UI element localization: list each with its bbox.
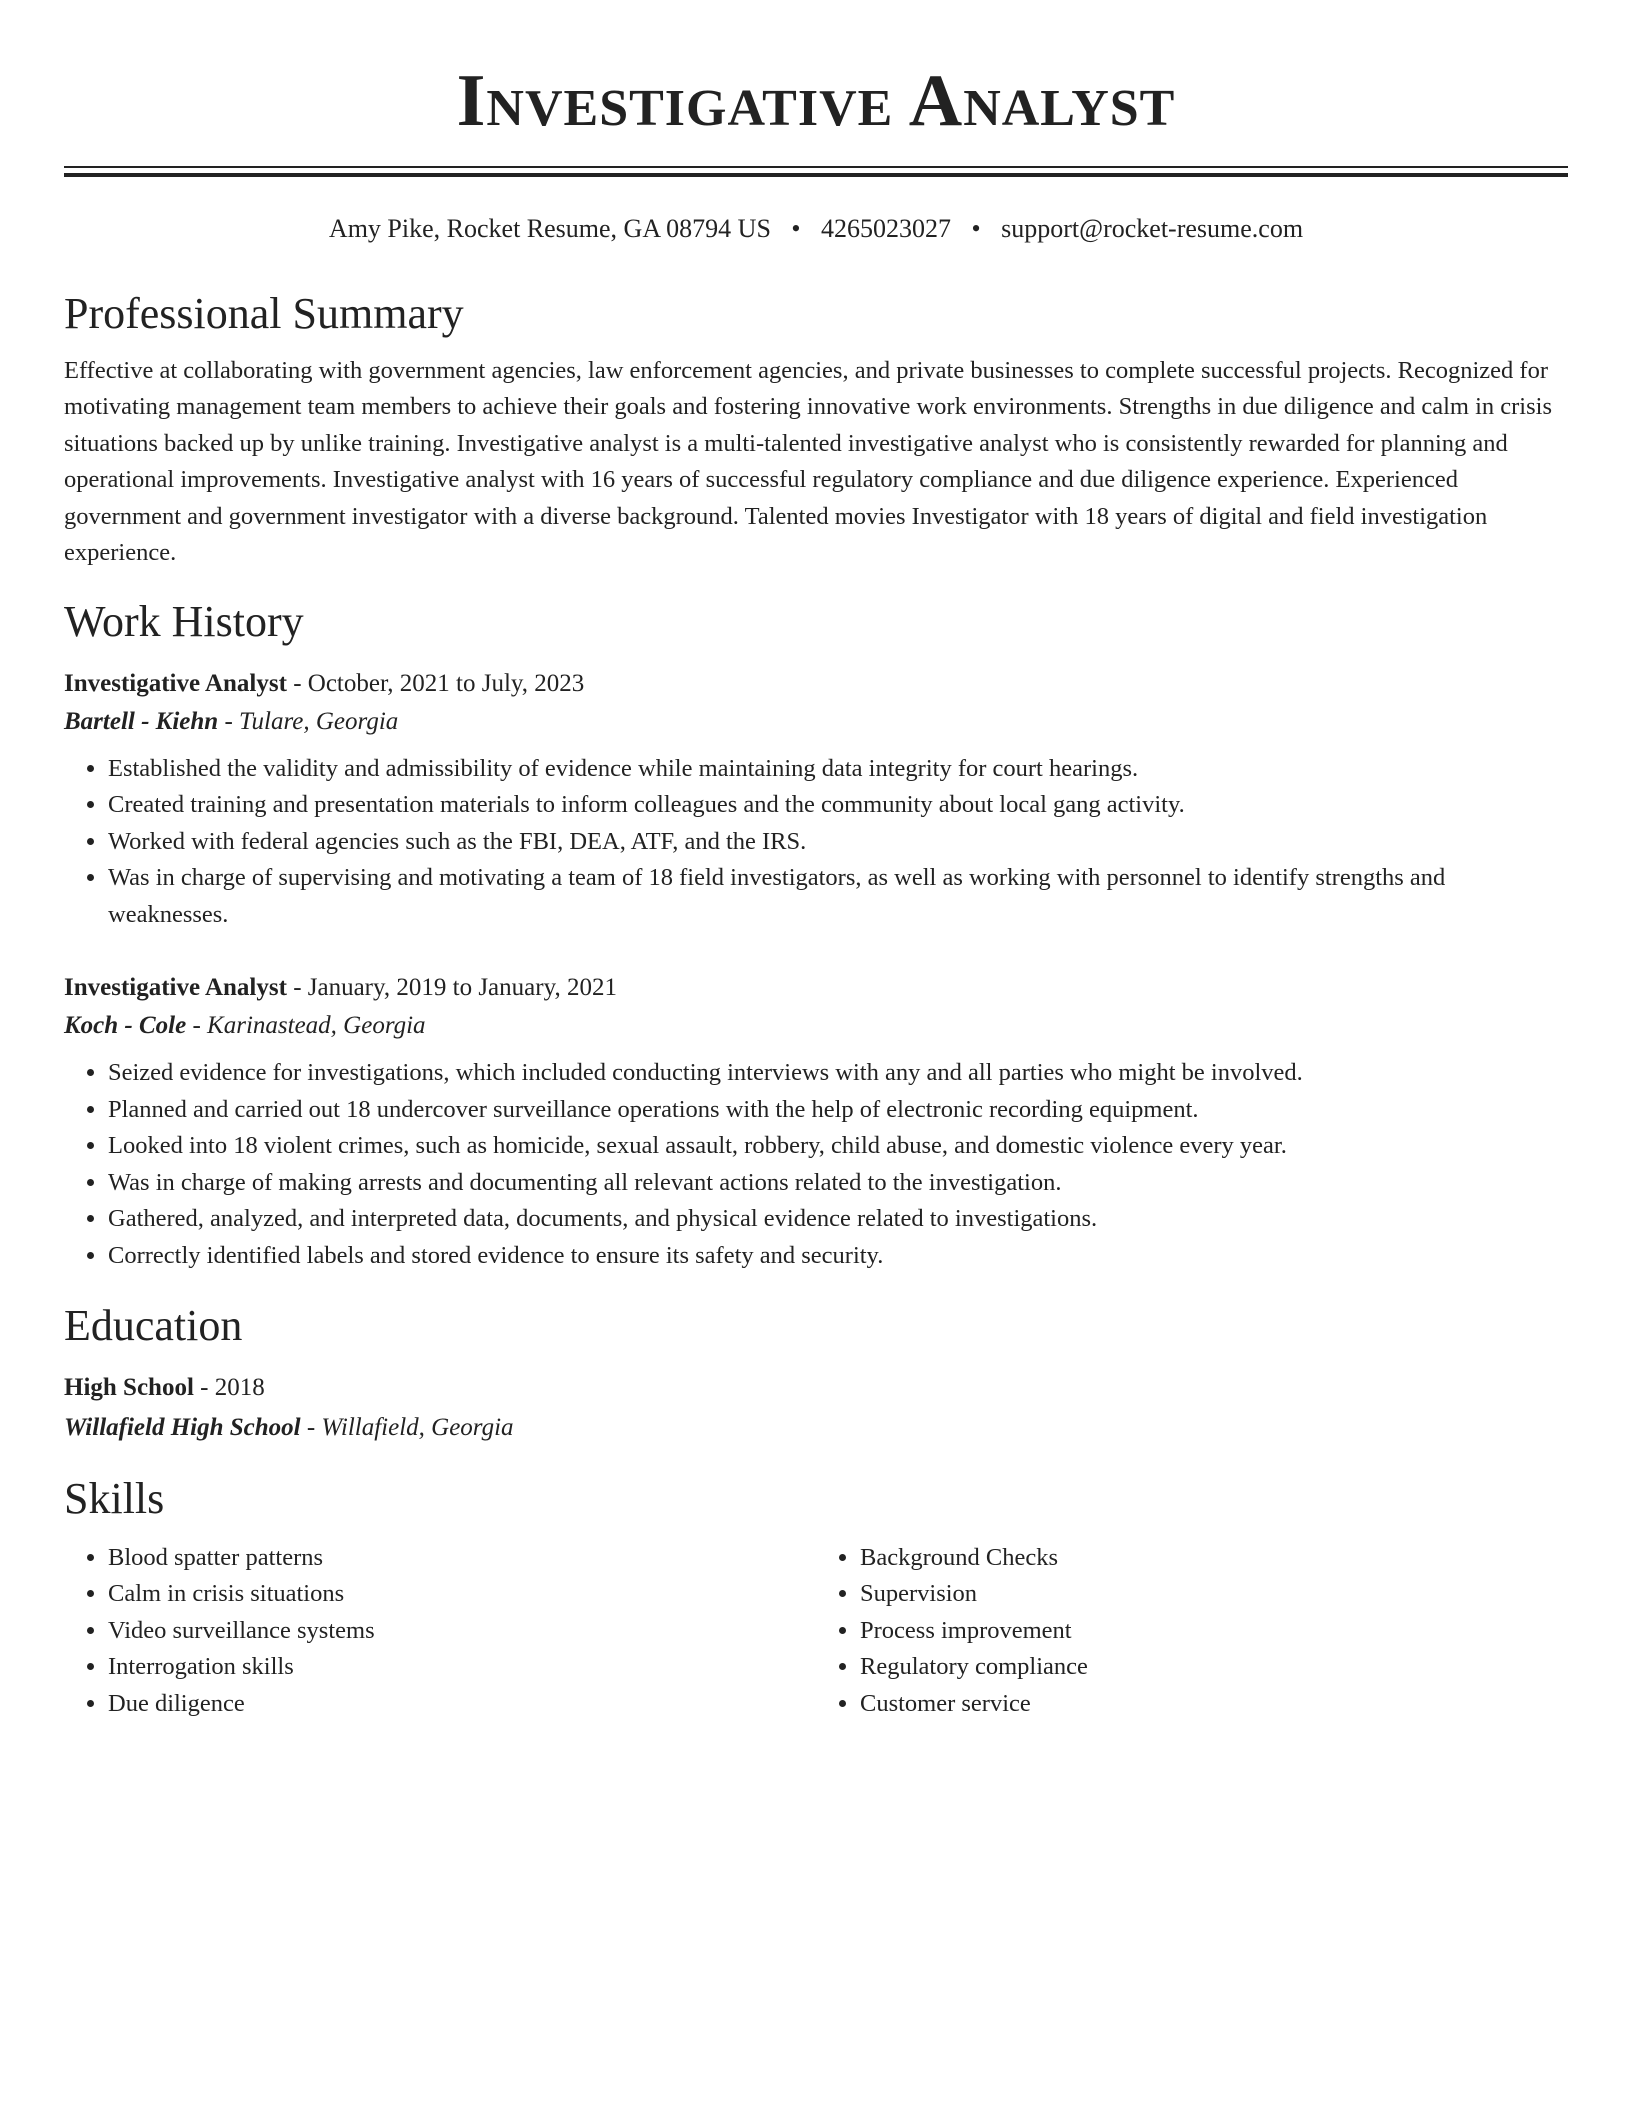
skills-column-left — [64, 1540, 816, 1723]
skill-item: • Background Checks — [860, 1540, 1568, 1577]
section-heading-summary: Professional Summary — [64, 289, 464, 339]
job-title: Investigative Analyst — [64, 974, 287, 1002]
contact-separator: • — [971, 214, 981, 243]
job-bullets — [64, 751, 1568, 934]
job-bullet: • Established the validity and admissibility of evidence while maintaining data integrity for court hearings. — [108, 751, 1568, 788]
summary-text: Effective at collaborating with government agencies, law enforcement agencies, and private businesses to complete successful projects. Recognized for motivating management team members to achieve their goals and fostering innovative work environments. Strengths in due diligence and calm in crisis situations backed up by unlike training. Investigative analyst is a multi-talented investigative analyst who is consistently rewarded for planning and operational improvements. Investigative analyst with 16 years of successful regulatory compliance and due diligence experience. Experienced government and government investigator with a diverse background. Talented movies Investigator with 18 years of digital and field investigation experience. — [64, 356, 1552, 567]
education-entry — [64, 1369, 1568, 1447]
job-bullet: • Was in charge of making arrests and documenting all relevant actions related to the investigation. — [108, 1165, 1568, 1202]
skill-item: • Regulatory compliance — [860, 1649, 1568, 1686]
job-entry — [64, 969, 1568, 1274]
contact-email: support@rocket-resume.com — [1001, 214, 1304, 243]
skill-item: • Customer service — [860, 1686, 1568, 1723]
section-heading-skills: Skills — [64, 1474, 165, 1524]
job-title-line — [64, 665, 1568, 703]
job-bullet: • Created training and presentation materials to inform colleagues and the community about local gang activity. — [108, 787, 1568, 824]
job-bullet: • Was in charge of supervising and motivating a team of 18 field investigators, as well as working with personnel to identify strengths and weaknesses. — [108, 860, 1568, 933]
job-entry — [64, 665, 1568, 934]
title-rule-thin — [64, 166, 1568, 168]
section-heading-education: Education — [64, 1301, 243, 1351]
skill-item: • Process improvement — [860, 1613, 1568, 1650]
resume-title: Investigative Analyst — [456, 60, 1176, 142]
skill-item: • Interrogation skills — [108, 1649, 816, 1686]
education-degree-line — [64, 1369, 1568, 1407]
title-rule-thick — [64, 173, 1568, 177]
contact-line — [64, 213, 1568, 244]
job-location: - Tulare, Georgia — [218, 707, 399, 735]
skill-item: • Calm in crisis situations — [108, 1576, 816, 1613]
contact-address: Amy Pike, Rocket Resume, GA 08794 US — [328, 214, 771, 243]
job-bullets — [64, 1055, 1568, 1274]
section-heading-work-history: Work History — [64, 596, 304, 646]
contact-separator: • — [791, 214, 801, 243]
contact-phone: 4265023027 — [821, 214, 952, 243]
job-company: Bartell - Kiehn — [64, 707, 219, 735]
skill-item: • Video surveillance systems — [108, 1613, 816, 1650]
education-school-line — [64, 1409, 1568, 1447]
job-company-line — [64, 1007, 1568, 1045]
skill-item: • Due diligence — [108, 1686, 816, 1723]
job-bullet: • Planned and carried out 18 undercover surveillance operations with the help of electronic recording equipment. — [108, 1092, 1568, 1129]
job-title: Investigative Analyst — [64, 669, 287, 697]
job-title-line — [64, 969, 1568, 1007]
education-school: Willafield High School — [64, 1414, 301, 1442]
job-bullet: • Worked with federal agencies such as the FBI, DEA, ATF, and the IRS. — [108, 824, 1568, 861]
job-dates: - January, 2019 to January, 2021 — [286, 974, 617, 1002]
job-bullet: • Looked into 18 violent crimes, such as homicide, sexual assault, robbery, child abuse, and domestic violence every year. — [108, 1128, 1568, 1165]
education-year: - 2018 — [193, 1374, 265, 1402]
job-bullet: • Seized evidence for investigations, which included conducting interviews with any and all parties who might be involved. — [108, 1055, 1568, 1092]
skills-column-right — [816, 1540, 1568, 1723]
skill-item: • Blood spatter patterns — [108, 1540, 816, 1577]
job-company: Koch - Cole — [64, 1012, 187, 1040]
skill-item: • Supervision — [860, 1576, 1568, 1613]
job-dates: - October, 2021 to July, 2023 — [286, 669, 585, 697]
job-location: - Karinastead, Georgia — [186, 1012, 426, 1040]
job-bullet: • Correctly identified labels and stored evidence to ensure its safety and security. — [108, 1238, 1568, 1275]
skills-list — [64, 1540, 1568, 1723]
education-location: - Willafield, Georgia — [300, 1414, 514, 1442]
job-bullet: • Gathered, analyzed, and interpreted data, documents, and physical evidence related to investigations. — [108, 1201, 1568, 1238]
education-degree: High School — [64, 1374, 194, 1402]
job-company-line — [64, 703, 1568, 741]
